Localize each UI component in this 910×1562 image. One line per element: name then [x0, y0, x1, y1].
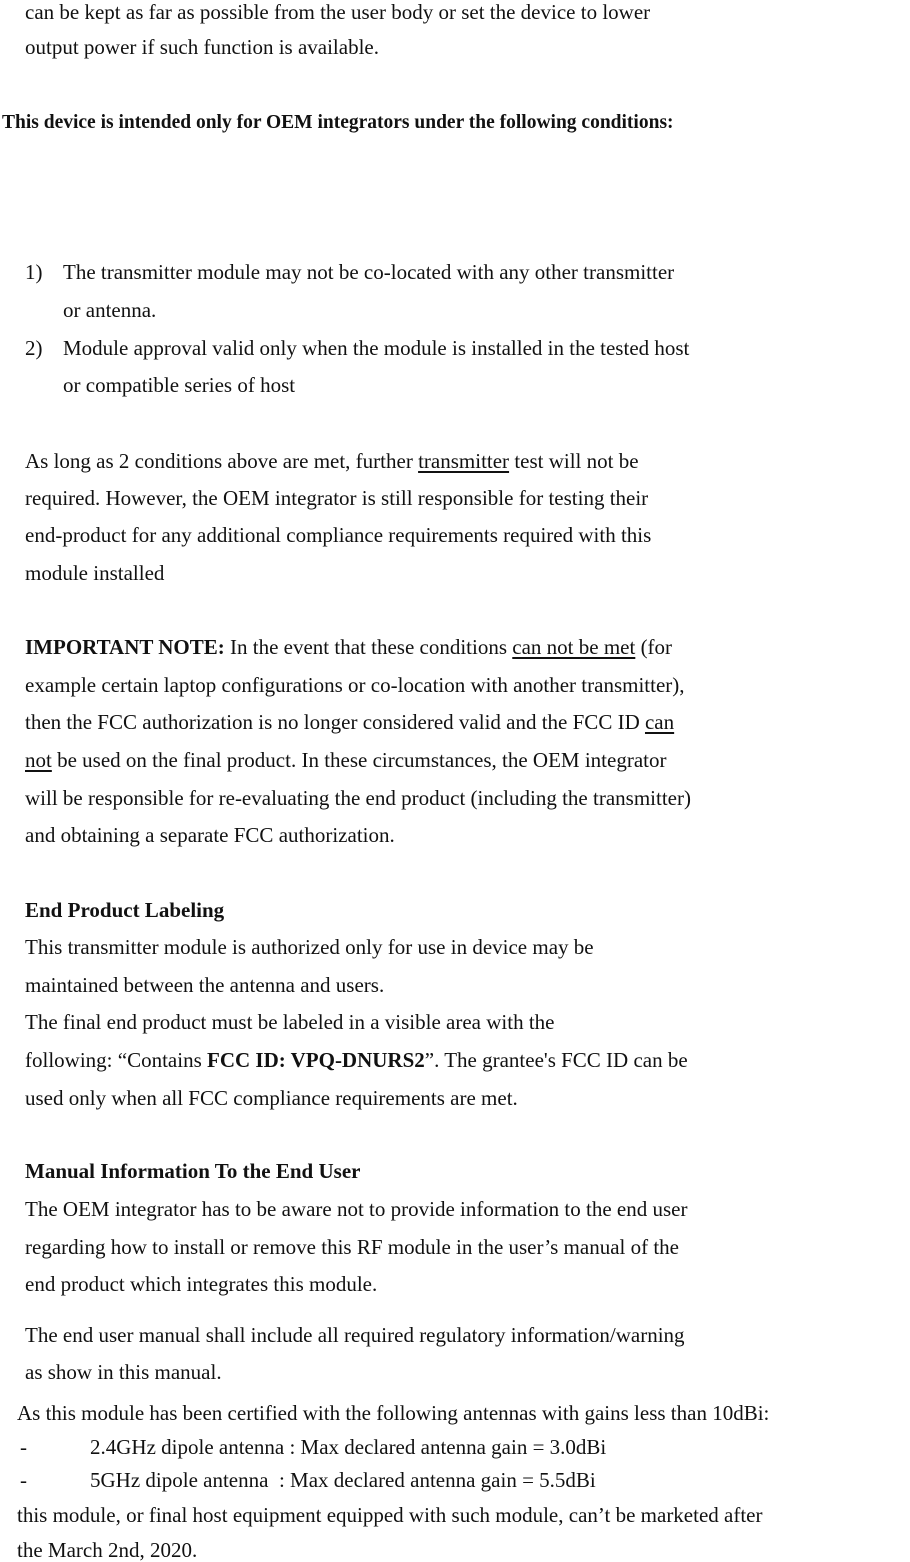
important-note-line — [25, 712, 674, 733]
conditions-paragraph-line: end-product for any additional compliance requirements required with this — [25, 523, 652, 547]
condition-number: 1) — [25, 260, 43, 284]
condition-text: The transmitter module may not be co-located with any other transmitter — [63, 260, 675, 284]
labeling-heading: End Product Labeling — [25, 898, 225, 922]
labeling-line: used only when all FCC compliance requirements are met. — [25, 1086, 518, 1110]
manual-line: as show in this manual. — [25, 1360, 222, 1384]
antenna-text: 2.4GHz dipole antenna : Max declared antenna gain = 3.0dBi — [90, 1435, 607, 1459]
antenna-text: 5GHz dipole antenna : Max declared antenna gain = 5.5dBi — [90, 1468, 596, 1492]
text-run: following: “Contains — [25, 1048, 207, 1072]
intro-line: output power if such function is available. — [25, 35, 379, 59]
fcc-id: FCC ID: VPQ-DNURS2 — [207, 1048, 425, 1072]
condition-text: or antenna. — [63, 298, 157, 322]
antennas-intro: As this module has been certified with the following antennas with gains less than 10dBi: — [17, 1401, 770, 1425]
conditions-paragraph-line: module installed — [25, 561, 165, 585]
conditions-paragraph-line — [25, 451, 639, 472]
text-run: then the FCC authorization is no longer considered valid and the FCC ID — [25, 710, 645, 734]
manual-line: The OEM integrator has to be aware not to provide information to the end user — [25, 1197, 688, 1221]
underlined-term: not — [25, 748, 52, 772]
important-note-line: will be responsible for re-evaluating the end product (including the transmitter) — [25, 786, 691, 810]
condition-text: Module approval valid only when the module is installed in the tested host — [63, 336, 690, 360]
intro-line: can be kept as far as possible from the user body or set the device to lower — [25, 0, 651, 24]
labeling-line: This transmitter module is authorized only for use in device may be — [25, 935, 594, 959]
underlined-term: transmitter — [418, 449, 510, 473]
important-note-line: and obtaining a separate FCC authorization. — [25, 823, 395, 847]
important-note-line: example certain laptop configurations or co-location with another transmitter), — [25, 673, 685, 697]
condition-number: 2) — [25, 336, 43, 360]
text-run: In the event that these conditions — [224, 635, 513, 659]
conditions-paragraph-line: required. However, the OEM integrator is still responsible for testing their — [25, 486, 649, 510]
bullet-dash: - — [20, 1468, 27, 1492]
text-run: (for — [635, 635, 673, 659]
important-note-label: IMPORTANT NOTE: — [25, 635, 225, 659]
manual-line: The end user manual shall include all required regulatory information/warning — [25, 1323, 685, 1347]
manual-line: end product which integrates this module. — [25, 1272, 378, 1296]
bullet-dash: - — [20, 1435, 27, 1459]
labeling-line: maintained between the antenna and users. — [25, 973, 385, 997]
antennas-footer-line: this module, or final host equipment equipped with such module, can’t be marketed after — [17, 1503, 763, 1527]
important-note-line — [25, 637, 672, 658]
labeling-line — [25, 1050, 688, 1071]
manual-heading: Manual Information To the End User — [25, 1159, 361, 1183]
labeling-line: The final end product must be labeled in a visible area with the — [25, 1010, 555, 1034]
underlined-term: can — [644, 710, 675, 734]
text-run: be used on the final product. In these circumstances, the OEM integrator — [51, 748, 667, 772]
underlined-term: can not be met — [512, 635, 636, 659]
text-run: ”. The grantee's FCC ID can be — [424, 1048, 688, 1072]
important-note-line — [25, 750, 666, 771]
condition-text: or compatible series of host — [63, 373, 296, 397]
text-run: As long as 2 conditions above are met, further — [25, 449, 419, 473]
antennas-footer-line: the March 2nd, 2020. — [17, 1538, 198, 1562]
manual-line: regarding how to install or remove this RF module in the user’s manual of the — [25, 1235, 679, 1259]
oem-conditions-heading: This device is intended only for OEM integrators under the following conditions: — [2, 112, 674, 133]
text-run: test will not be — [509, 449, 639, 473]
